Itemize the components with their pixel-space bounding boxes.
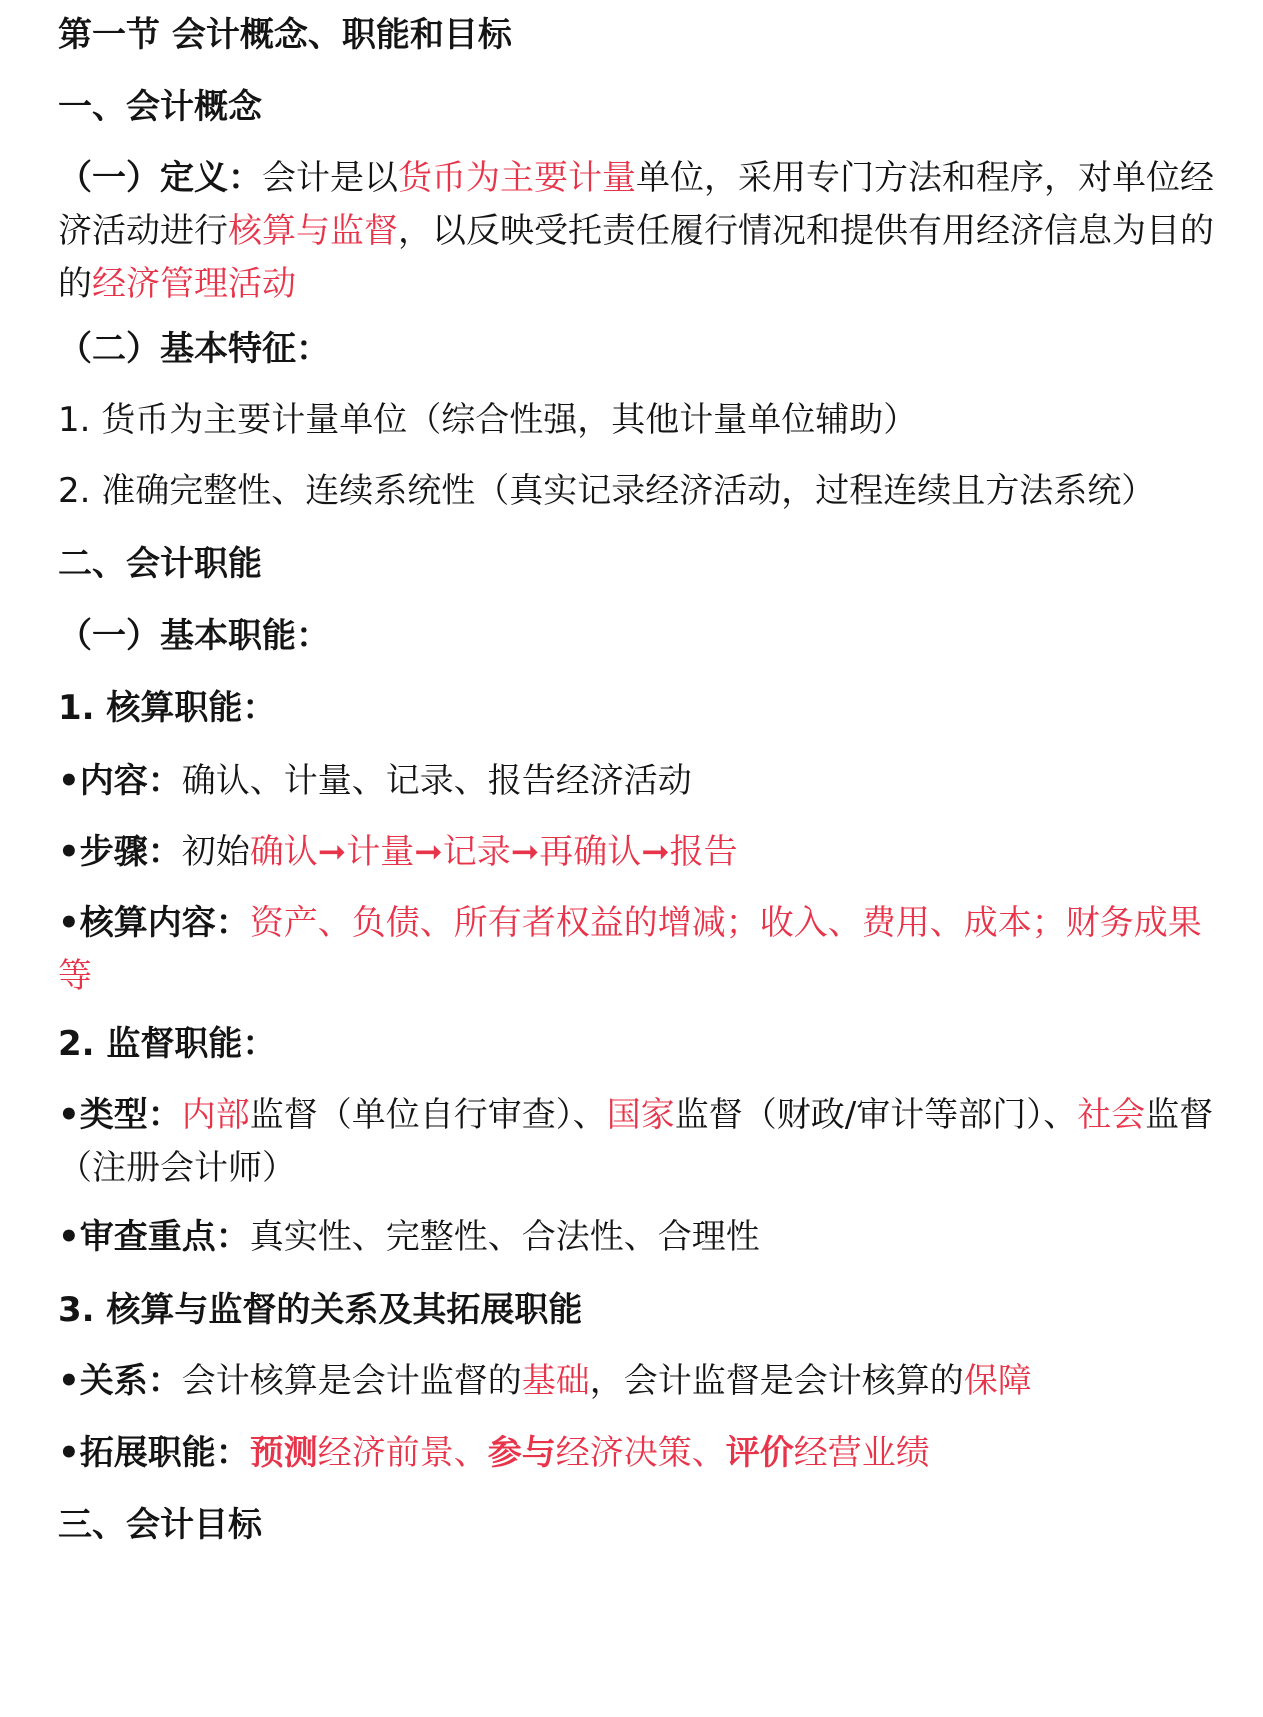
supervision-type-highlight: 国家 — [606, 1095, 675, 1135]
feature-item: 2. 准确完整性、连续系统性（真实记录经济活动，过程连续且方法系统） — [58, 471, 1156, 511]
feature-item: 1. 货币为主要计量单位（综合性强，其他计量单位辅助） — [58, 400, 918, 440]
page-title: 第一节 会计概念、职能和目标 — [58, 15, 512, 55]
supervision-focus-label: •审查重点： — [58, 1217, 250, 1257]
relation-highlight: 基础 — [521, 1361, 590, 1401]
definition-paragraph — [58, 152, 1218, 311]
extended-function-highlight: 预测 — [249, 1433, 318, 1473]
supervision-type-highlight: 社会 — [1077, 1095, 1146, 1135]
accounting-steps-item — [58, 833, 738, 871]
extended-function-text: 经济前景、 — [317, 1433, 488, 1473]
accounting-steps-label: •步骤： — [58, 832, 182, 872]
basic-functions-heading: （一）基本职能： — [58, 616, 330, 656]
extended-functions-item — [58, 1434, 930, 1472]
supervision-type-text: 监督（单位自行审查）、 — [249, 1095, 607, 1135]
extended-function-highlight: 评价 — [725, 1433, 794, 1473]
supervision-function-heading: 2. 监督职能： — [58, 1024, 277, 1064]
accounting-content-label: •内容： — [58, 761, 182, 801]
relation-highlight: 保障 — [963, 1361, 1032, 1401]
features-heading: （二）基本特征： — [58, 329, 330, 369]
extended-function-highlight: 参与 — [487, 1433, 556, 1473]
supervision-types-item — [58, 1089, 1218, 1195]
extended-function-text: 经营业绩 — [793, 1433, 930, 1473]
accounting-scope-text: 资产、负债、所有者权益的增减；收入、费用、成本；财务成果等 — [58, 903, 1202, 996]
accounting-steps-prefix: 初始 — [181, 832, 250, 872]
accounting-content-text: 确认、计量、记录、报告经济活动 — [181, 761, 692, 801]
section-heading-concept: 一、会计概念 — [58, 87, 262, 127]
accounting-scope-label: •核算内容： — [58, 903, 250, 943]
extended-functions-label: •拓展职能： — [58, 1433, 250, 1473]
definition-highlight: 核算与监督 — [228, 211, 398, 251]
supervision-type-text: 监督（注册会计师） — [58, 1095, 1214, 1188]
definition-highlight: 货币为主要计量 — [398, 158, 636, 198]
extended-function-text: 经济决策、 — [555, 1433, 726, 1473]
accounting-steps-highlight: 确认➞计量➞记录➞再确认➞报告 — [249, 832, 738, 872]
section-heading-functions: 二、会计职能 — [58, 544, 262, 584]
supervision-focus-text: 真实性、完整性、合法性、合理性 — [249, 1217, 760, 1257]
definition-text: ，以反映受托责任履行情况和提供有用经济信息为目的的 — [58, 211, 1214, 304]
relation-label: •关系： — [58, 1361, 182, 1401]
section-heading-objectives: 三、会计目标 — [58, 1505, 262, 1545]
relation-text: ，会计监督是会计核算的 — [589, 1361, 964, 1401]
definition-text: 单位，采用专门方法和程序，对单位经济活动进行 — [58, 158, 1214, 251]
relation-text: 会计核算是会计监督的 — [181, 1361, 522, 1401]
accounting-scope-item — [58, 897, 1218, 1003]
relation-item — [58, 1362, 1032, 1400]
supervision-type-highlight: 内部 — [181, 1095, 250, 1135]
definition-highlight: 经济管理活动 — [92, 264, 296, 304]
supervision-focus-item — [58, 1218, 760, 1256]
definition-text: 会计是以 — [262, 158, 398, 198]
accounting-content-item — [58, 762, 692, 800]
supervision-types-label: •类型： — [58, 1095, 182, 1135]
relation-heading: 3. 核算与监督的关系及其拓展职能 — [58, 1290, 583, 1330]
accounting-function-heading: 1. 核算职能： — [58, 688, 277, 728]
supervision-type-text: 监督（财政/审计等部门）、 — [674, 1095, 1078, 1135]
definition-label: （一）定义： — [58, 158, 262, 198]
